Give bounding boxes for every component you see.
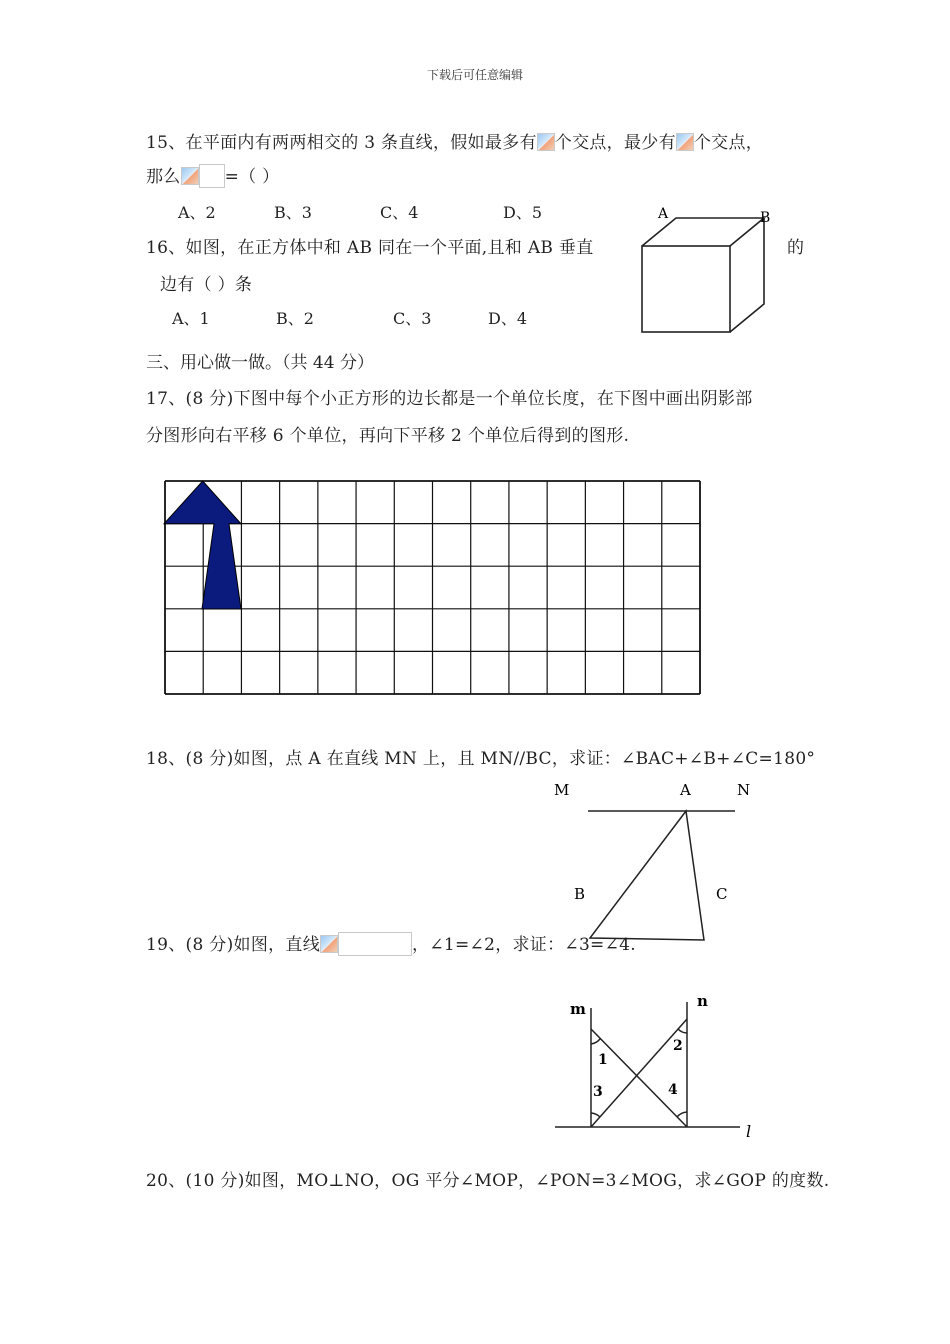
grid-lines [165, 481, 700, 694]
broken-image-icon [676, 133, 694, 151]
q17-line1: 17、(8 分)下图中每个小正方形的边长都是一个单位长度，在下图中画出阴影部 [146, 389, 753, 409]
q15-line2 [146, 162, 279, 188]
angle-1-arc [591, 1039, 600, 1044]
label-m: M [554, 781, 570, 799]
broken-image-icon [537, 133, 555, 151]
q15-option-d: D、5 [503, 203, 543, 222]
label-n: N [737, 781, 751, 799]
grid-figure [160, 476, 708, 702]
q19-text-a: 19、(8 分)如图，直线 [146, 935, 321, 955]
label-angle-4: 4 [668, 1082, 678, 1098]
cube-top-face [642, 218, 764, 246]
q15-text-d: 那么 [146, 167, 181, 187]
parallel-lines-figure [550, 994, 765, 1144]
broken-image-icon [181, 167, 199, 185]
q15-text-c: 个交点， [693, 133, 764, 153]
angle-2-arc [678, 1029, 687, 1033]
triangle-abc [590, 811, 704, 940]
q16-option-d: D、4 [488, 309, 528, 328]
q19-text-b: ，∠1=∠2，求证：∠3=∠4. [412, 935, 636, 955]
q16-line1-end: 的 [787, 238, 805, 258]
cube-front-face [642, 246, 730, 332]
q16-option-c: C、3 [393, 309, 432, 328]
q15-option-c: C、4 [380, 203, 419, 222]
formula-image-box [338, 932, 412, 956]
cube-label-a: A [658, 206, 669, 222]
label-line-n: n [697, 994, 708, 1010]
q15-text-b: 个交点，最少有 [554, 133, 676, 153]
q19-line [146, 930, 636, 956]
q20-text: 20、(10 分)如图，MO⊥NO，OG 平分∠MOP，∠PON=3∠MOG，求∠GOP 的度数. [146, 1171, 830, 1191]
q17-line2: 分图形向右平移 6 个单位，再向下平移 2 个单位后得到的图形. [146, 426, 630, 446]
q16-line2: 边有（ ）条 [160, 275, 253, 295]
angle-3-arc [591, 1113, 600, 1117]
section-3-title: 三、用心做一做。（共 44 分） [146, 353, 374, 373]
label-angle-1: 1 [598, 1052, 608, 1068]
label-c: C [716, 885, 728, 903]
cube-side-edges [730, 218, 764, 332]
formula-image-box [199, 164, 225, 188]
label-angle-2: 2 [673, 1038, 683, 1054]
q15-text-e: =（ ） [224, 167, 280, 187]
q16-option-b: B、2 [276, 309, 314, 328]
cube-figure [630, 200, 780, 340]
cube-label-b: B [760, 210, 771, 226]
triangle-figure [540, 775, 770, 945]
shaded-arrow-shape [164, 481, 241, 609]
q15-text-a: 15、在平面内有两两相交的 3 条直线，假如最多有 [146, 133, 537, 153]
q15-option-b: B、3 [274, 203, 312, 222]
page-header: 下载后可任意编辑 [426, 68, 523, 82]
q16-line1: 16、如图，在正方体中和 AB 同在一个平面,且和 AB 垂直 [146, 238, 594, 258]
label-line-l: l [746, 1122, 752, 1141]
q18-text: 18、(8 分)如图，点 A 在直线 MN 上，且 MN//BC，求证：∠BAC+∠B+∠C=180° [146, 749, 816, 769]
angle-4-arc [677, 1112, 687, 1117]
label-a: A [680, 781, 691, 799]
label-line-m: m [570, 1000, 586, 1018]
broken-image-icon [320, 935, 338, 953]
q15-option-a: A、2 [178, 203, 216, 222]
q16-option-a: A、1 [172, 309, 210, 328]
label-angle-3: 3 [593, 1084, 603, 1100]
label-b: B [574, 885, 586, 903]
diagonal-2 [591, 1019, 687, 1127]
q15-line1 [146, 128, 763, 153]
